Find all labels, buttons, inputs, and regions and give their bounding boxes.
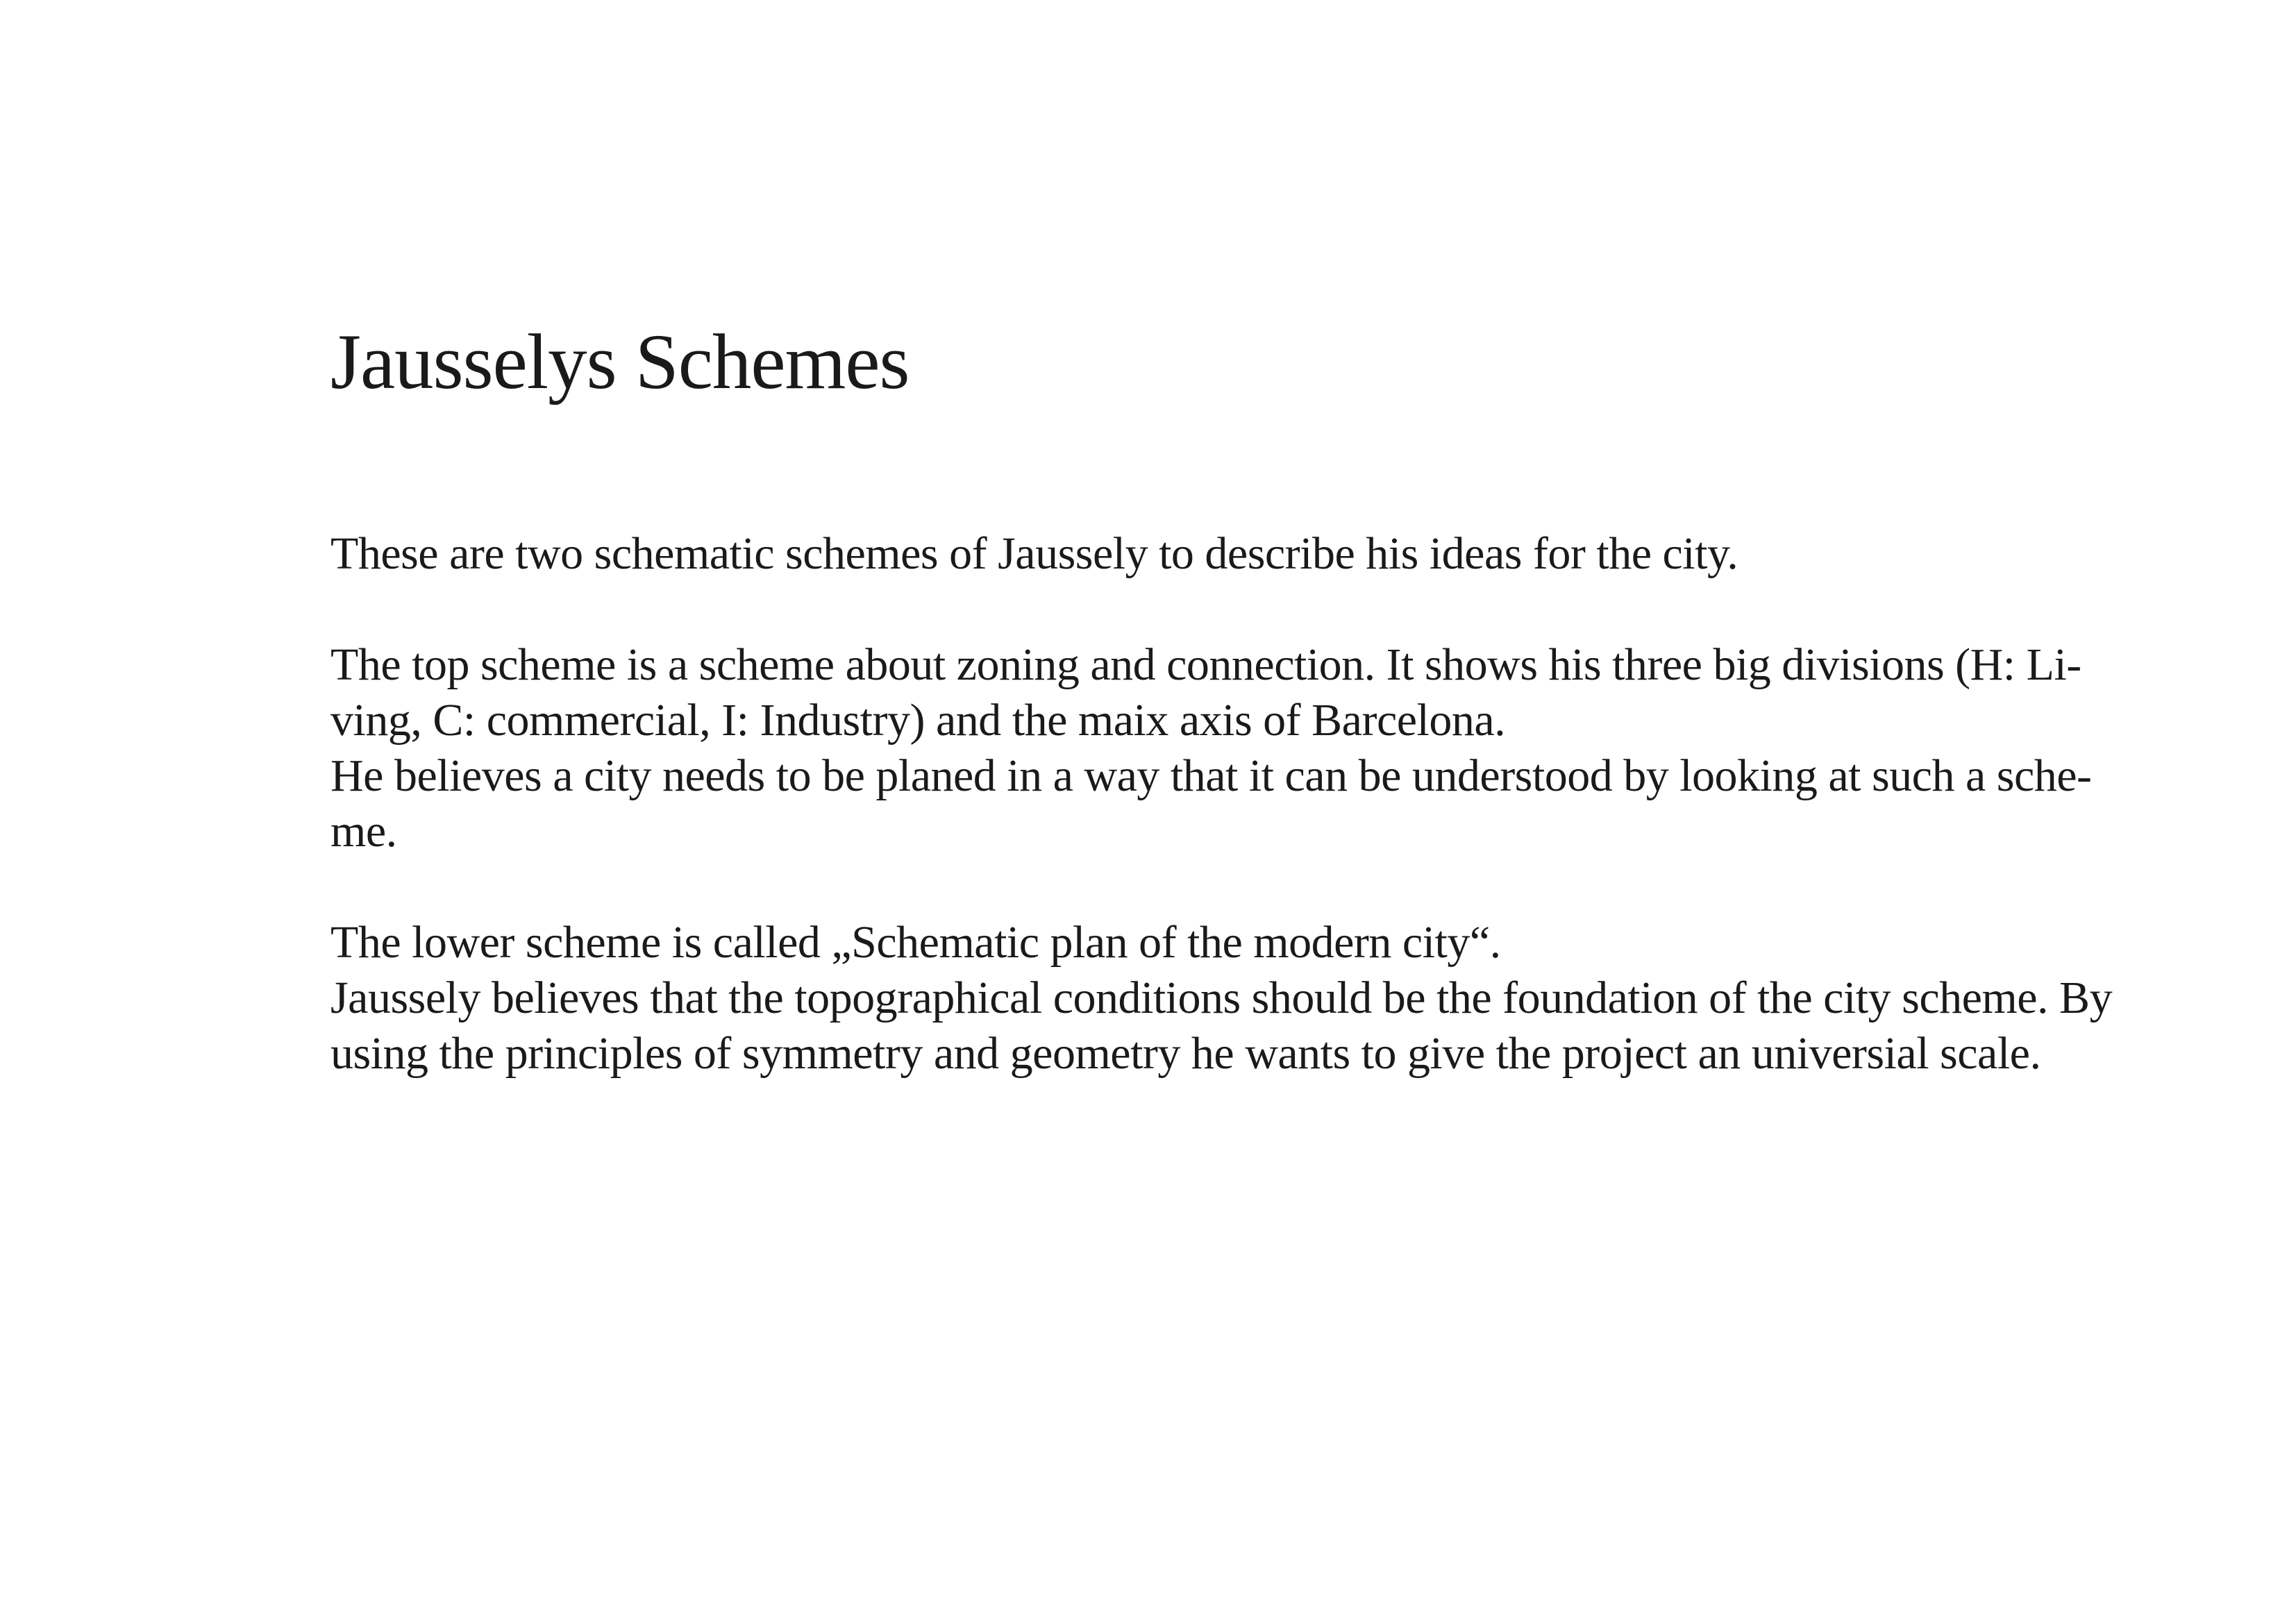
body-text-line: Jaussely believes that the topographical conditions should be the foundation of the city scheme. By <box>330 973 2113 1023</box>
body-text-line: The top scheme is a scheme about zoning and connection. It shows his three big divisions (H: Li- <box>330 639 2081 690</box>
body-text-line: me. <box>330 806 397 857</box>
body-text-line: ving, C: commercial, I: Industry) and the maix axis of Barcelona. <box>330 695 1506 746</box>
body-text-line: using the principles of symmetry and geometry he wants to give the project an universial scale. <box>330 1028 2041 1079</box>
body-text-line: These are two schematic schemes of Jaussely to describe his ideas for the city. <box>330 528 1738 579</box>
body-text-line: He believes a city needs to be planed in a way that it can be understood by looking at such a sche- <box>330 750 2092 801</box>
page-title: Jausselys Schemes <box>330 319 910 405</box>
body-text-line: The lower scheme is called „Schematic plan of the modern city“. <box>330 917 1501 968</box>
